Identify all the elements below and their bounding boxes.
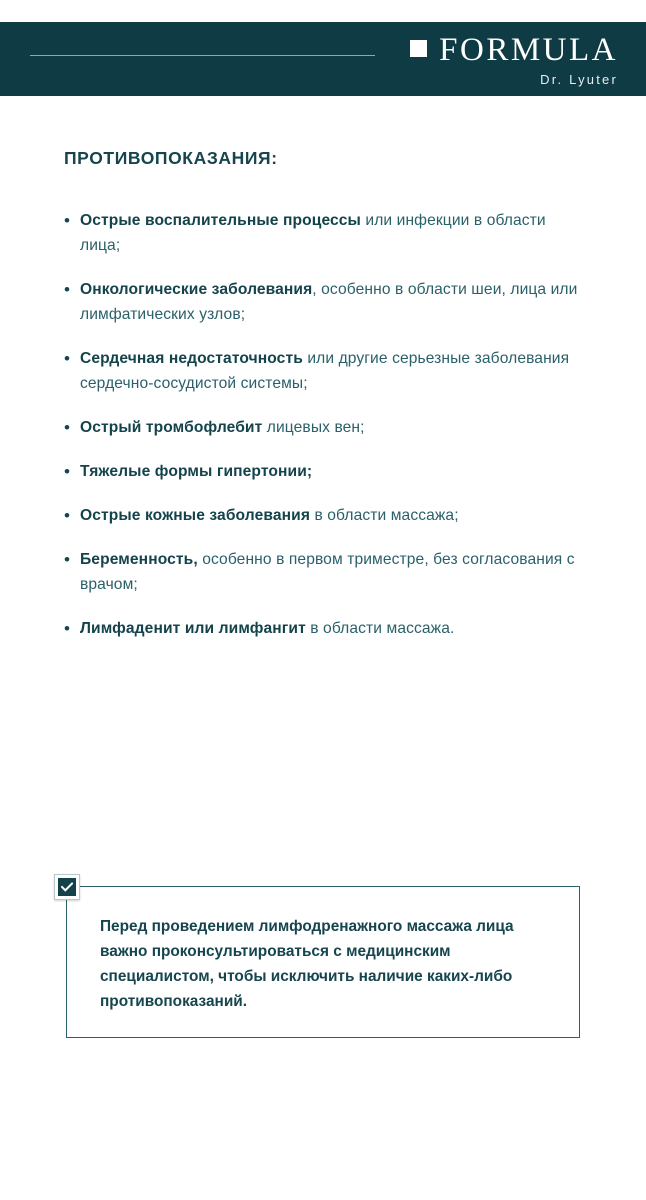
bullet-icon: • xyxy=(64,619,70,638)
bullet-icon: • xyxy=(64,211,70,230)
checkmark-icon-fill xyxy=(58,878,76,896)
list-item-text xyxy=(80,503,584,528)
list-item-rest: особенно в первом триместре, без согласования с врачом; xyxy=(80,551,575,593)
list-item-strong: Острый тромбофлебит xyxy=(80,419,263,436)
checkmark-icon[interactable] xyxy=(54,874,80,900)
list-item-rest: в области массажа. xyxy=(305,620,455,637)
bullet-icon: • xyxy=(64,418,70,437)
bullet-icon: • xyxy=(64,462,70,481)
list-item-rest: , особенно в области шеи, лица или лимфатических узлов; xyxy=(80,281,578,323)
bullet-icon: • xyxy=(64,280,70,299)
brand-row xyxy=(410,32,618,68)
contraindications-list xyxy=(64,208,584,660)
list-item-strong: Лимфаденит или лимфангит xyxy=(80,620,306,637)
list-item-text xyxy=(80,208,584,258)
list-item-text xyxy=(80,415,584,440)
list-item-text xyxy=(80,616,584,641)
note-text: Перед проведением лимфодренажного массажа лица важно проконсультироваться с медицинским специалистом, чтобы исключить наличие каких-либо противопоказаний. xyxy=(100,918,514,1010)
white-square-icon xyxy=(410,40,427,57)
list-item xyxy=(64,208,584,258)
list-item-strong: Острые воспалительные процессы xyxy=(80,212,361,229)
list-item-rest: или другие серьезные заболевания сердечно-сосудистой системы; xyxy=(80,350,570,392)
list-item xyxy=(64,459,584,484)
list-item-text xyxy=(80,346,584,396)
list-item xyxy=(64,503,584,528)
list-item xyxy=(64,415,584,440)
brand-logo xyxy=(410,32,618,87)
list-item-text xyxy=(80,277,584,327)
bullet-icon: • xyxy=(64,550,70,569)
list-item xyxy=(64,616,584,641)
bullet-icon: • xyxy=(64,506,70,525)
list-item xyxy=(64,346,584,396)
bullet-icon: • xyxy=(64,349,70,368)
list-item-strong: Тяжелые формы гипертонии; xyxy=(80,463,313,480)
header-bar xyxy=(0,22,646,96)
list-item-strong: Онкологические заболевания xyxy=(80,281,313,298)
list-item-strong: Острые кожные заболевания xyxy=(80,507,311,524)
list-item-rest: или инфекции в области лица; xyxy=(80,212,546,254)
page-title: ПРОТИВОПОКАЗАНИЯ: xyxy=(64,148,278,168)
list-item xyxy=(64,277,584,327)
brand-subtitle: Dr. Lyuter xyxy=(540,72,618,87)
list-item-text xyxy=(80,547,584,597)
list-item-rest: в области массажа; xyxy=(310,507,459,524)
list-item-rest: лицевых вен; xyxy=(262,419,365,436)
list-item xyxy=(64,547,584,597)
header-divider xyxy=(30,55,375,56)
list-item-text xyxy=(80,459,584,484)
list-item-strong: Сердечная недостаточность xyxy=(80,350,303,367)
brand-name: FORMULA xyxy=(439,32,618,68)
list-item-strong: Беременность, xyxy=(80,551,198,568)
